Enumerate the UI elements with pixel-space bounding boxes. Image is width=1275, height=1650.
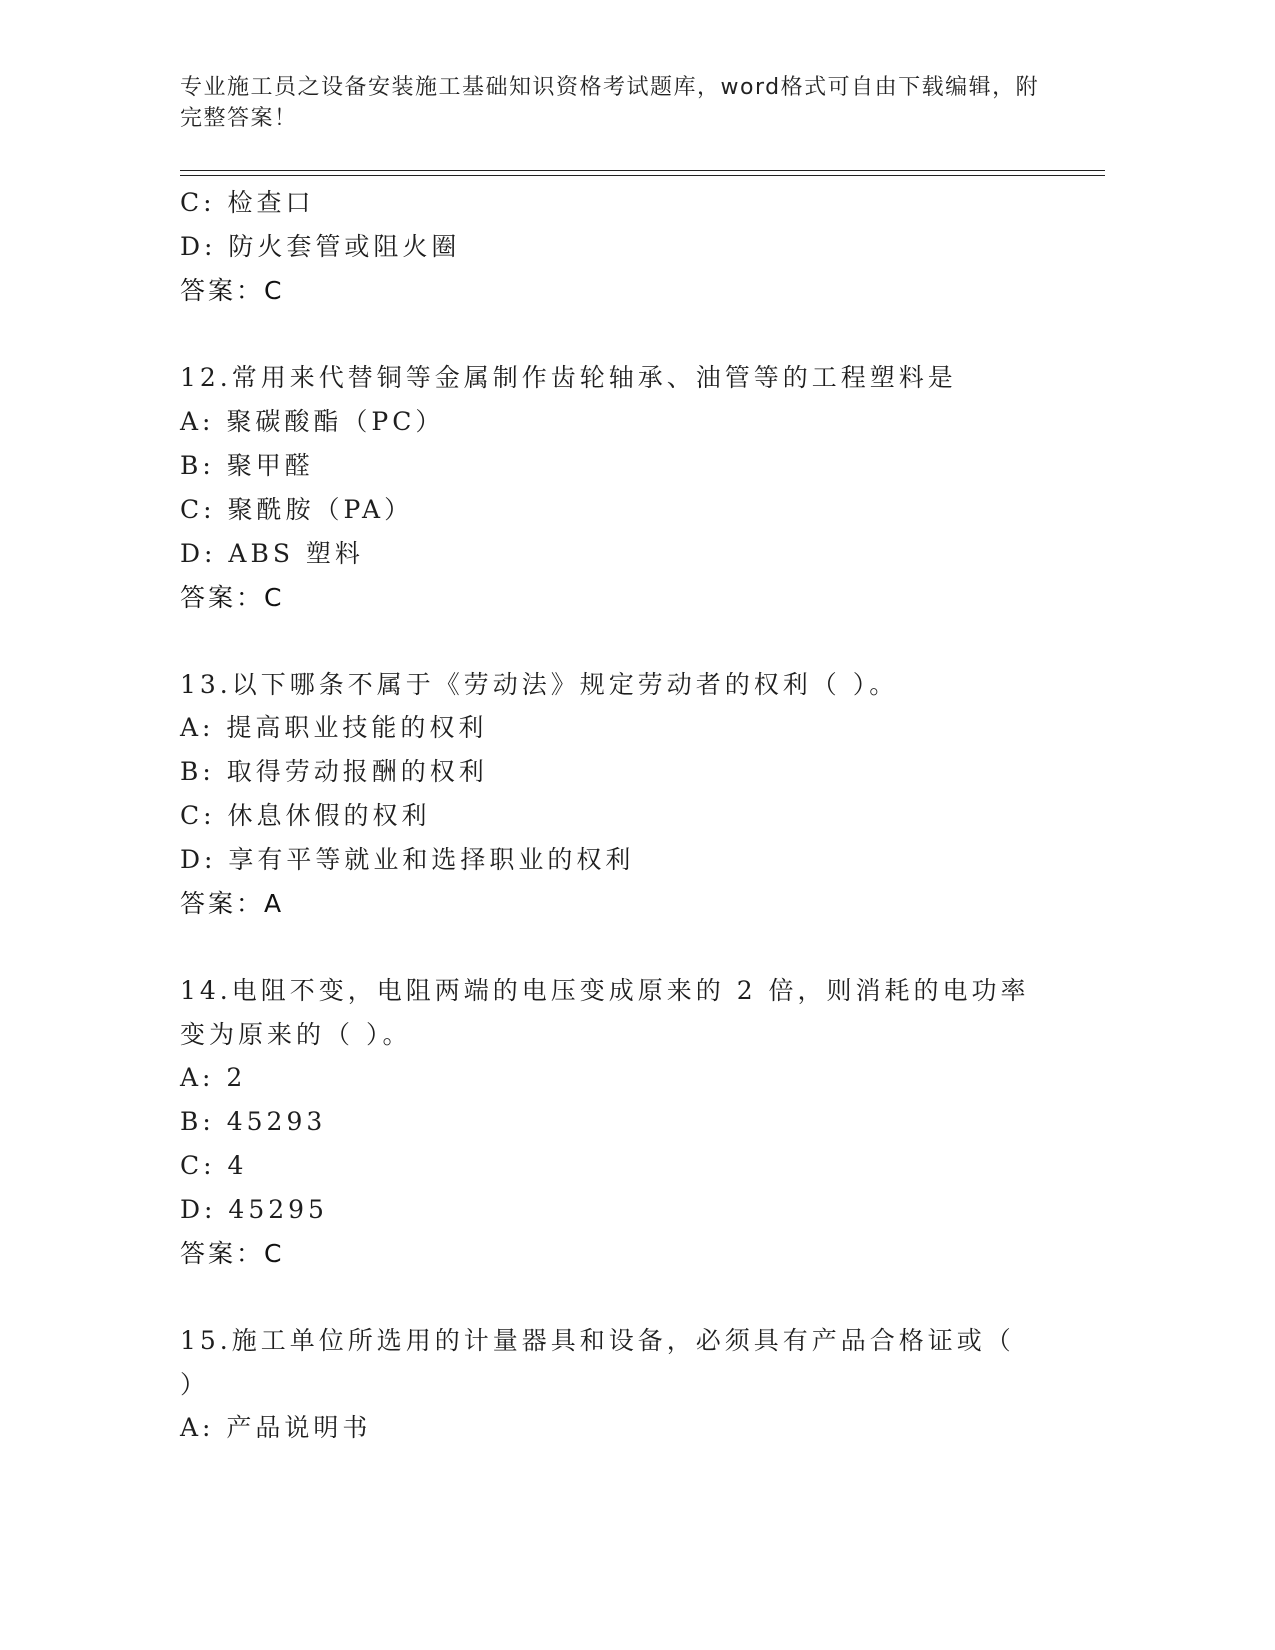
- question-block-partial: [180, 181, 1105, 313]
- option-b: B: 取得劳动报酬的权利: [180, 757, 488, 786]
- spacer: [180, 620, 1105, 663]
- option-d: D: ABS 塑料: [180, 538, 364, 568]
- answer-line: 答案：C: [180, 276, 285, 305]
- option-c: C: 4: [180, 1151, 248, 1180]
- question-block-13: [180, 663, 1105, 927]
- question-block-14: [180, 969, 1105, 1276]
- option-a: A: 产品说明书: [180, 1413, 372, 1442]
- answer-line: 答案：C: [180, 1239, 285, 1268]
- page-header: 专业施工员之设备安装施工基础知识资格考试题库，word格式可自由下载编辑，附完整答案！: [180, 75, 1040, 131]
- option-c: C: 聚酰胺（PA）: [180, 494, 414, 524]
- header-rule-bottom: [180, 175, 1105, 176]
- question-list: [180, 181, 1105, 1450]
- question-title: 14.电阻不变，电阻两端的电压变成原来的 2 倍，则消耗的电功率变为原来的（ ）。: [180, 976, 1030, 1049]
- question-block-15: [180, 1319, 1105, 1450]
- answer-line: 答案：C: [180, 582, 285, 612]
- question-block-12: [180, 356, 1105, 620]
- spacer: [180, 313, 1105, 356]
- option-d: D: 享有平等就业和选择职业的权利: [180, 845, 635, 874]
- option-a: A: 2: [180, 1063, 247, 1092]
- option-d: D: 防火套管或阻火圈: [180, 232, 461, 261]
- option-a: A: 提高职业技能的权利: [180, 713, 488, 742]
- spacer: [180, 1276, 1105, 1319]
- option-b: B: 45293: [180, 1107, 327, 1136]
- option-c: C: 检查口: [180, 188, 315, 217]
- option-a: A: 聚碳酸酯（PC）: [180, 406, 445, 436]
- header-rule-top: [180, 170, 1105, 171]
- option-b: B: 聚甲醛: [180, 450, 314, 480]
- option-c: C: 休息休假的权利: [180, 801, 431, 830]
- spacer: [180, 926, 1105, 969]
- option-d: D: 45295: [180, 1195, 328, 1224]
- question-title: 13.以下哪条不属于《劳动法》规定劳动者的权利（ ）。: [180, 669, 899, 699]
- question-title: 12.常用来代替铜等金属制作齿轮轴承、油管等的工程塑料是: [180, 363, 957, 392]
- answer-line: 答案：A: [180, 889, 285, 918]
- question-title: 15.施工单位所选用的计量器具和设备，必须具有产品合格证或（ ）: [180, 1326, 1015, 1399]
